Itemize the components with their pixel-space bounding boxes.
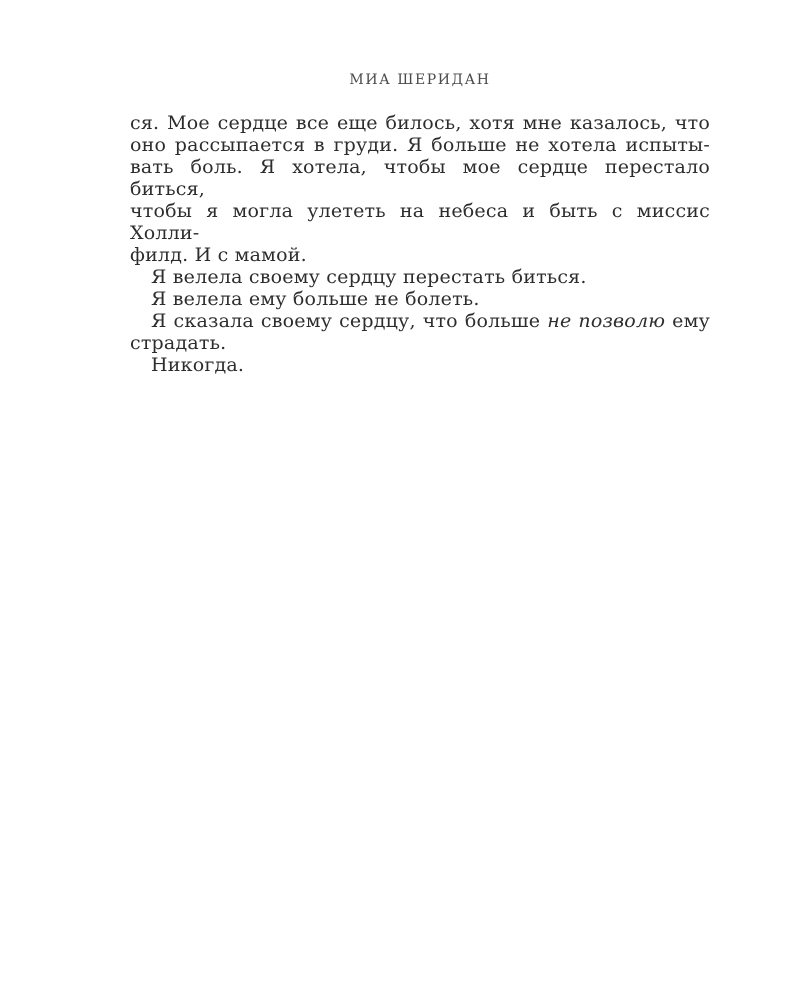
text-segment: Я сказала своему сердцу, что больше xyxy=(151,310,548,332)
text-segment-italic: не позволю xyxy=(547,310,666,332)
text-line: филд. И с мамой. xyxy=(130,244,307,266)
body-text xyxy=(130,112,710,376)
text-line: чтобы я могла улететь на небеса и быть с миссис Холли- xyxy=(130,200,710,244)
text-line: оно рассыпается в груди. Я больше не хотела испыты- xyxy=(130,134,710,156)
text-line xyxy=(130,310,710,332)
text-line: страдать. xyxy=(130,332,227,354)
text-line: ся. Мое сердце все еще билось, хотя мне казалось, что xyxy=(130,112,710,134)
text-segment: ему xyxy=(665,310,710,332)
text-line: Я велела ему больше не болеть. xyxy=(151,288,480,310)
text-line: вать боль. Я хотела, чтобы мое сердце перестало биться, xyxy=(130,156,710,200)
text-line: Никогда. xyxy=(151,354,245,376)
running-header-author: МИА ШЕРИДАН xyxy=(349,72,491,88)
text-line: Я велела своему сердцу перестать биться. xyxy=(151,266,587,288)
